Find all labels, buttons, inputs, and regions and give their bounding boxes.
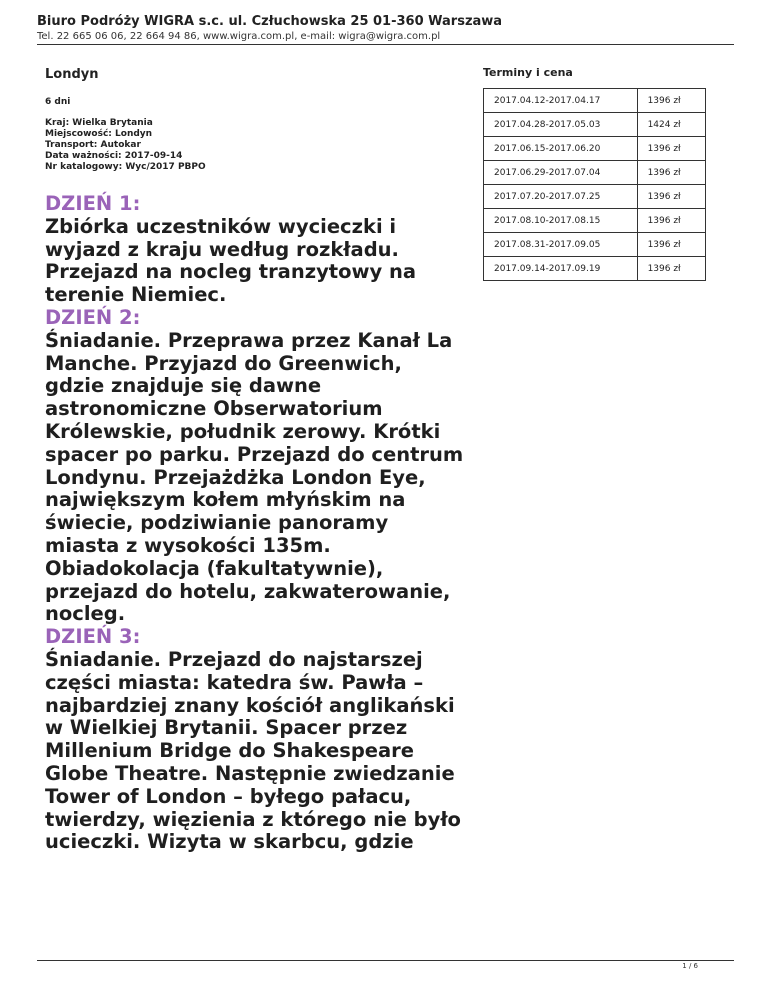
table-row — [484, 137, 706, 161]
term-dates: 2017.07.20-2017.07.25 — [484, 185, 638, 209]
page-number: 1 / 6 — [682, 962, 698, 970]
day-3-heading: DZIEŃ 3: — [45, 625, 141, 649]
term-price: 1396 zł — [637, 233, 705, 257]
meta-catalog-number: Nr katalogowy: Wyc/2017 PBPO — [45, 162, 206, 172]
term-price: 1396 zł — [637, 257, 705, 281]
table-row — [484, 89, 706, 113]
term-dates: 2017.04.28-2017.05.03 — [484, 113, 638, 137]
trip-program — [45, 193, 465, 854]
day-1-text: Zbiórka uczestników wycieczki i wyjazd z kraju według rozkładu. Przejazd na nocleg tranzytowy na terenie Niemiec. — [45, 214, 417, 307]
term-dates: 2017.08.31-2017.09.05 — [484, 233, 638, 257]
term-price: 1396 zł — [637, 209, 705, 233]
term-price: 1396 zł — [637, 161, 705, 185]
term-price: 1396 zł — [637, 89, 705, 113]
table-row — [484, 257, 706, 281]
term-dates: 2017.09.14-2017.09.19 — [484, 257, 638, 281]
day-1-heading: DZIEŃ 1: — [45, 192, 141, 215]
day-2-text: Śniadanie. Przeprawa przez Kanał La Manche. Przyjazd do Greenwich, gdzie znajduje się dawne astronomiczne Obserwatorium Królewskie, południk zerowy. Krótki spacer po parku. Przejazd do centrum Londynu. Przejażdżka London Eye, największym kołem młyńskim na świecie, podziwianie panoramy miasta z wysokości 135m. Obiadokolacja (fakultatywnie), przejazd do hotelu, zakwaterowanie, nocleg. — [45, 328, 464, 626]
term-price: 1424 zł — [637, 113, 705, 137]
footer-divider — [37, 960, 734, 961]
terms-table — [483, 88, 706, 281]
term-dates: 2017.08.10-2017.08.15 — [484, 209, 638, 233]
term-dates: 2017.06.15-2017.06.20 — [484, 137, 638, 161]
term-price: 1396 zł — [637, 137, 705, 161]
day-2-heading: DZIEŃ 2: — [45, 305, 141, 329]
meta-valid-until: Data ważności: 2017-09-14 — [45, 151, 183, 161]
company-contact: Tel. 22 665 06 06, 22 664 94 86, www.wigra.com.pl, e-mail: wigra@wigra.com.pl — [37, 31, 441, 42]
trip-details — [45, 66, 465, 854]
trip-duration: 6 dni — [45, 97, 71, 107]
term-dates: 2017.04.12-2017.04.17 — [484, 89, 638, 113]
table-row — [484, 113, 706, 137]
terms-panel — [483, 66, 706, 281]
day-3-text: Śniadanie. Przejazd do najstarszej części miasta: katedra św. Pawła – najbardziej znany kościół anglikański w Wielkiej Brytanii. Spacer przez Millenium Bridge do Shakespeare Globe Theatre. Następnie zwiedzanie Tower of London – byłego pałacu, twierdzy, więzienia z którego nie było ucieczki. Wizyta w skarbcu, gdzie — [45, 647, 461, 854]
company-name: Biuro Podróży WIGRA s.c. ul. Człuchowska 25 01-360 Warszawa — [37, 14, 503, 29]
table-row — [484, 185, 706, 209]
meta-transport: Transport: Autokar — [45, 140, 141, 150]
table-row — [484, 233, 706, 257]
trip-title: Londyn — [45, 67, 99, 82]
table-row — [484, 209, 706, 233]
term-price: 1396 zł — [637, 185, 705, 209]
term-dates: 2017.06.29-2017.07.04 — [484, 161, 638, 185]
header-divider — [37, 44, 734, 45]
terms-title: Terminy i cena — [483, 66, 573, 79]
document-header — [37, 14, 732, 43]
meta-country: Kraj: Wielka Brytania — [45, 118, 153, 128]
meta-city: Miejscowość: Londyn — [45, 129, 153, 139]
table-row — [484, 161, 706, 185]
trip-meta — [45, 118, 465, 173]
